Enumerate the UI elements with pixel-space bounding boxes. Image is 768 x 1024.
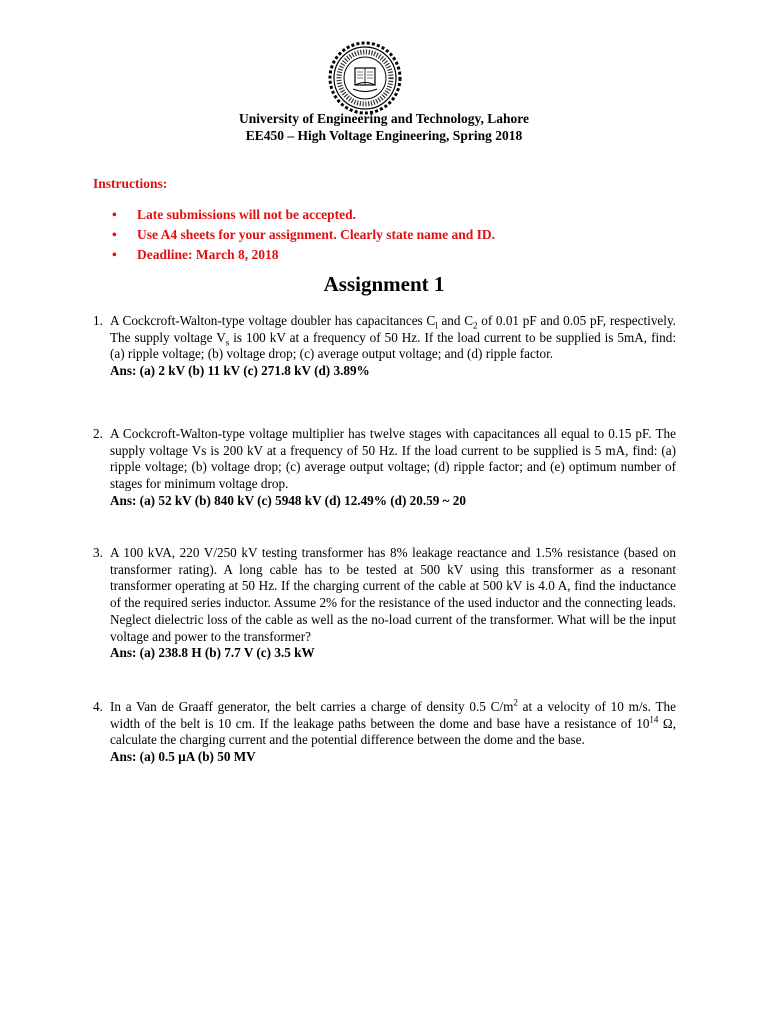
instructions-list	[112, 206, 495, 266]
document-header	[0, 110, 768, 144]
question-2	[93, 426, 676, 510]
question-number: 1.	[93, 313, 103, 328]
instruction-item: • Late submissions will not be accepted.	[112, 206, 495, 226]
assignment-title: Assignment 1	[323, 272, 445, 296]
question-answer: Ans: (a) 52 kV (b) 840 kV (c) 5948 kV (d) 12.49% (d) 20.59 ~ 20	[110, 492, 466, 508]
question-4	[93, 699, 676, 766]
question-3	[93, 545, 676, 662]
question-number: 2.	[93, 426, 103, 441]
question-text: A Cockcroft-Walton-type voltage multiplier has twelve stages with capacitances all equal to 0.15 pF. The supply voltage Vs is 200 kV at a frequency of 50 Hz. If the load current to be supplied is 5 mA, find: (a) ripple voltage; (b) voltage drop; (c) average output voltage; (d) ripple factor; and (e) optimum number of stages for minimum voltage drop.	[110, 426, 676, 492]
university-name: University of Engineering and Technology, Lahore	[238, 111, 530, 126]
question-answer: Ans: (a) 238.8 H (b) 7.7 V (c) 3.5 kW	[110, 645, 315, 661]
question-answer: Ans: (a) 2 kV (b) 11 kV (c) 271.8 kV (d) 3.89%	[110, 363, 370, 379]
question-text: A 100 kVA, 220 V/250 kV testing transformer has 8% leakage reactance and 1.5% resistance (based on transformer rating). A long cable has to be tested at 500 kV using this transformer as a resonant transformer operating at 50 Hz. If the charging current of the cable at 500 kV is 4.0 A, find the inductance of the required series inductor. Assume 2% for the resistance of the used inductor and the connecting leads. Neglect dielectric loss of the cable as well as the no-load current of the transformer. What will be the input voltage and power to the transformer?	[110, 545, 676, 644]
question-number: 4.	[93, 699, 103, 714]
question-number: 3.	[93, 545, 103, 560]
question-text: A Cockcroft-Walton-type voltage doubler has capacitances $C_l$ and $C_2$ of 0.01 pF and 0.05 pF, respectively. The supply voltage $V_s$ is 100 kV at a frequency of 50 Hz. If the load current to be supplied is 5mA, find: (a) ripple voltage; (b) voltage drop; (c) average output voltage; and (d) ripple factor.	[110, 313, 676, 362]
question-answer: Ans: (a) 0.5 µA (b) 50 MV	[110, 749, 256, 765]
question-text: In a Van de Graaff generator, the belt carries a charge of density 0.5 $C/m^2$ at a velocity of 10 m/s. The width of the belt is 10 cm. If the leakage paths between the dome and base have a resistance of $10^{14}$ Ω, calculate the charging current and the potential difference between the dome and the base.	[110, 697, 677, 748]
instruction-item: • Use A4 sheets for your assignment. Clearly state name and ID.	[112, 226, 495, 246]
instructions-title: Instructions:	[93, 176, 168, 191]
course-title: EE450 – High Voltage Engineering, Spring 2018	[245, 128, 523, 143]
university-seal-icon	[327, 40, 403, 116]
question-1	[93, 313, 676, 380]
instruction-item: • Deadline: March 8, 2018	[112, 246, 495, 266]
